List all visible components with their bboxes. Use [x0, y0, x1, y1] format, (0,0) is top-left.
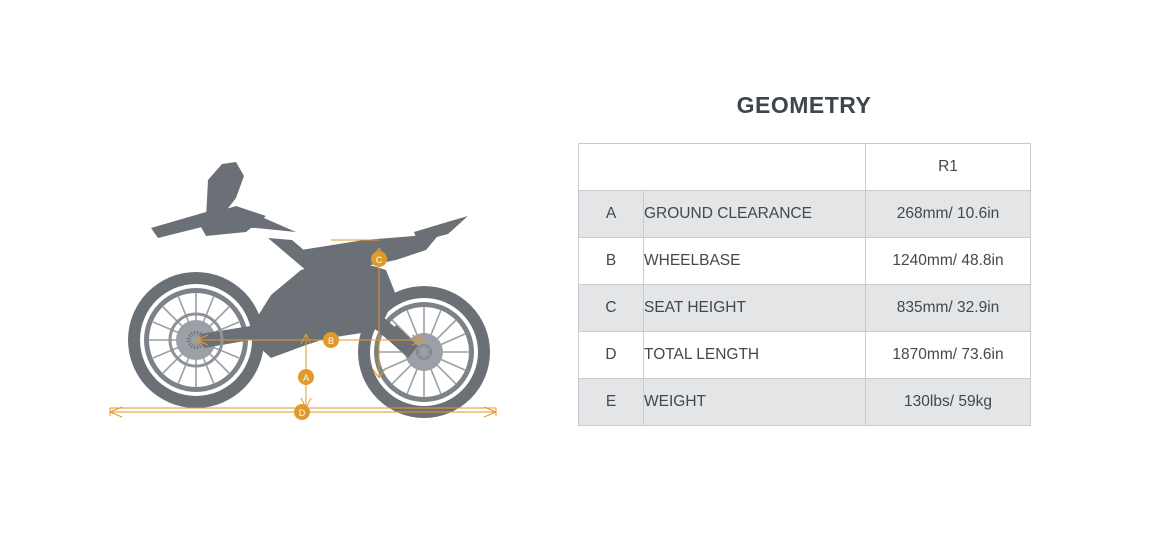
row-letter: C: [579, 285, 644, 332]
header-model: R1: [866, 144, 1031, 191]
geometry-table: [578, 143, 1031, 426]
row-label: WEIGHT: [644, 379, 866, 426]
marker-c-label: C: [375, 255, 383, 265]
table-row: [579, 191, 1031, 238]
marker-b-label: B: [327, 336, 335, 346]
row-letter: E: [579, 379, 644, 426]
row-letter: B: [579, 238, 644, 285]
table-header-row: [579, 144, 1031, 191]
geometry-panel: [578, 92, 1030, 426]
row-value: 1240mm/ 48.8in: [866, 238, 1031, 285]
row-value: 130lbs/ 59kg: [866, 379, 1031, 426]
row-label: WHEELBASE: [644, 238, 866, 285]
row-letter: A: [579, 191, 644, 238]
row-label: GROUND CLEARANCE: [644, 191, 866, 238]
motorcycle-diagram: [96, 120, 556, 430]
table-row: [579, 238, 1031, 285]
page-title: GEOMETRY: [736, 92, 872, 118]
row-letter: D: [579, 332, 644, 379]
table-row: [579, 379, 1031, 426]
row-value: 268mm/ 10.6in: [866, 191, 1031, 238]
marker-d: [294, 404, 310, 420]
marker-a-label: A: [302, 373, 310, 383]
row-value: 835mm/ 32.9in: [866, 285, 1031, 332]
table-row: [579, 285, 1031, 332]
marker-c: [371, 251, 387, 267]
row-value: 1870mm/ 73.6in: [866, 332, 1031, 379]
header-blank: [579, 144, 866, 191]
row-label: TOTAL LENGTH: [644, 332, 866, 379]
row-label: SEAT HEIGHT: [644, 285, 866, 332]
marker-a: [298, 369, 314, 385]
table-row: [579, 332, 1031, 379]
marker-d-label: D: [298, 408, 306, 418]
marker-b: [323, 332, 339, 348]
